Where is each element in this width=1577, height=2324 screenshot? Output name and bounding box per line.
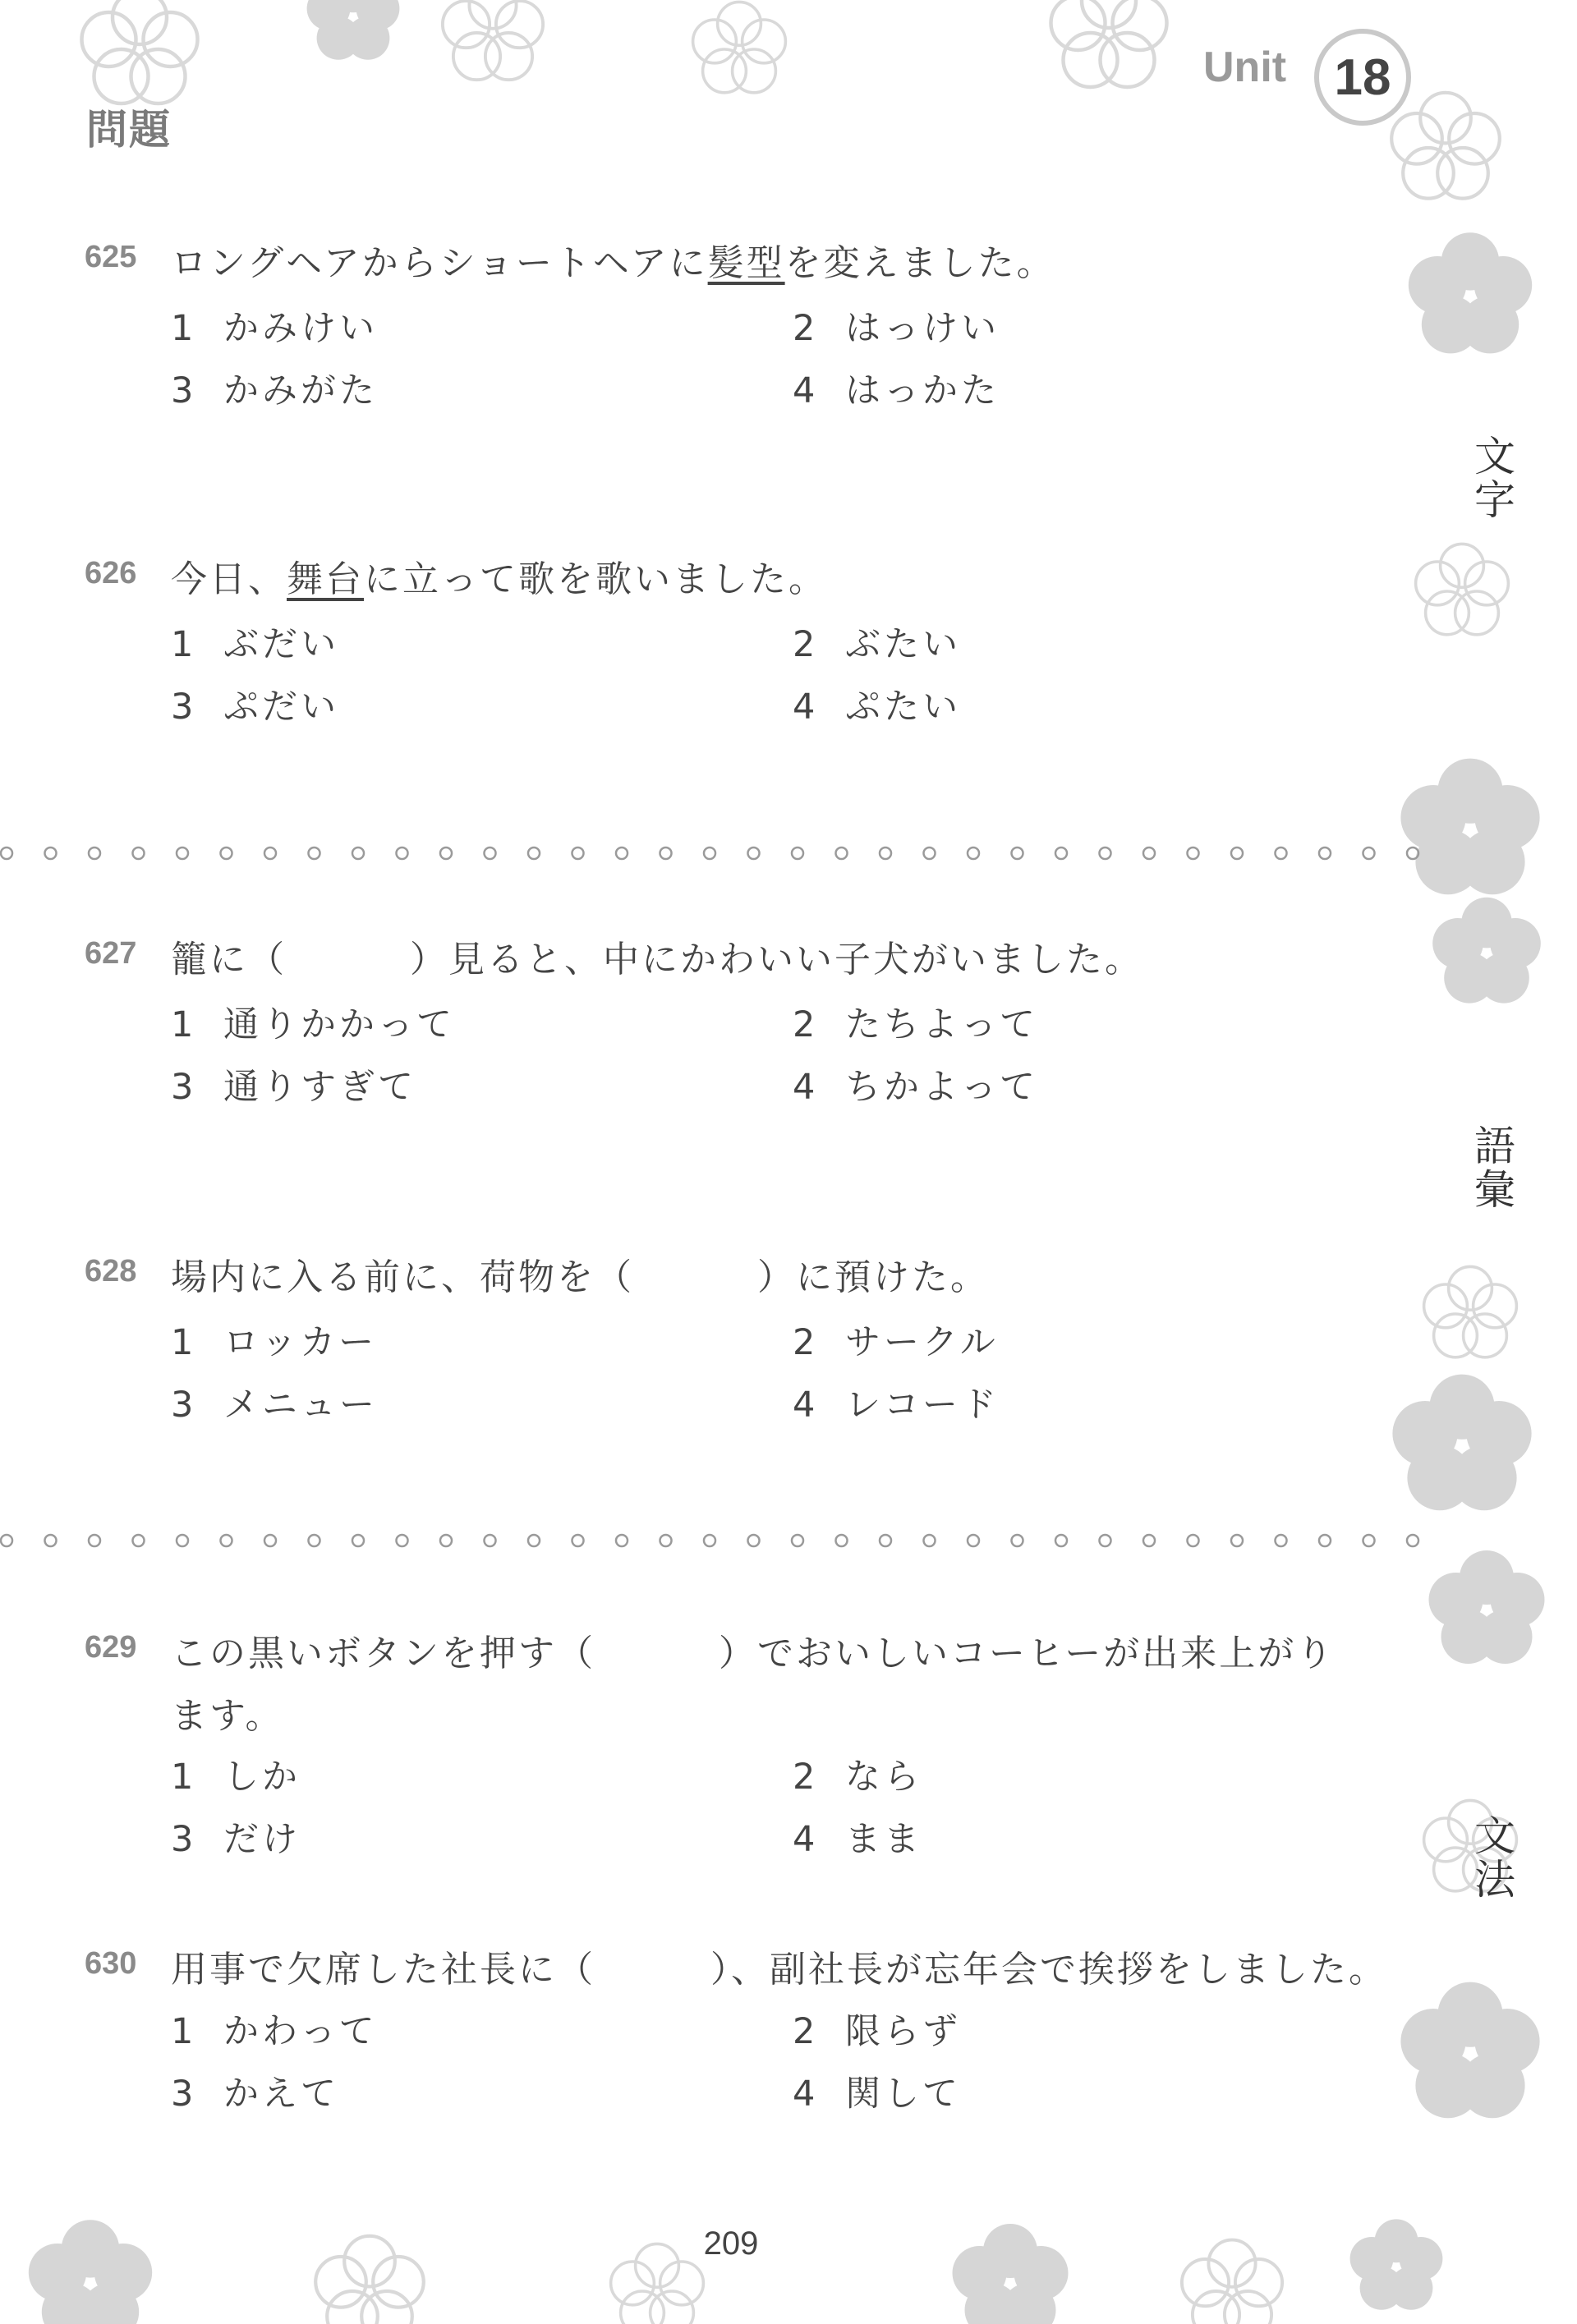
divider-dot xyxy=(1188,847,1199,859)
option-text: ぶたい xyxy=(845,624,961,665)
question-number: 628 xyxy=(85,1254,137,1288)
divider-dot xyxy=(177,847,188,859)
option-text: かみけい xyxy=(223,308,378,349)
question-number: 626 xyxy=(85,556,137,590)
option-text: ちかよって xyxy=(845,1067,1038,1108)
option-number: 4 xyxy=(793,1819,819,1860)
section-divider xyxy=(0,1532,1437,1550)
question-number: 630 xyxy=(85,1946,137,1981)
side-tab-char: 字 xyxy=(1474,475,1515,524)
question-stem xyxy=(171,1624,1335,1676)
option[interactable] xyxy=(793,301,1000,351)
underlined-word: 髪型 xyxy=(707,242,785,284)
stem-text: 籠に（ xyxy=(171,939,287,981)
divider-dot xyxy=(352,1535,364,1546)
option-number: 4 xyxy=(793,2074,819,2115)
divider-dot xyxy=(748,847,760,859)
option-text: ぷだい xyxy=(223,687,339,728)
divider-dot xyxy=(792,847,803,859)
question-number: 625 xyxy=(85,240,137,274)
divider-dot xyxy=(1363,847,1375,859)
divider-dot xyxy=(572,1535,584,1546)
option[interactable] xyxy=(793,1315,999,1365)
divider-dot xyxy=(880,1535,891,1546)
divider-dot xyxy=(616,847,628,859)
option[interactable] xyxy=(793,997,1038,1047)
option-number: 3 xyxy=(171,687,197,728)
option[interactable] xyxy=(171,2066,339,2116)
option[interactable] xyxy=(793,679,961,729)
option[interactable] xyxy=(793,1377,1000,1427)
option-number: 3 xyxy=(171,1819,197,1860)
divider-dot xyxy=(1231,1535,1243,1546)
divider-dot xyxy=(924,847,936,859)
question-stem xyxy=(171,1247,989,1300)
divider-dot xyxy=(440,847,452,859)
option[interactable] xyxy=(793,1059,1038,1109)
option[interactable] xyxy=(171,301,378,351)
divider-dot xyxy=(221,1535,232,1546)
side-tab-char: 文 xyxy=(1474,433,1515,480)
divider-dot xyxy=(177,1535,188,1546)
divider-dot xyxy=(1100,847,1111,859)
option-number: 2 xyxy=(793,624,819,665)
option-number: 2 xyxy=(793,308,819,349)
page-title: 問題 xyxy=(86,106,172,154)
divider-dot xyxy=(352,847,364,859)
option[interactable] xyxy=(793,1812,922,1862)
option[interactable] xyxy=(793,617,961,667)
page-number: 209 xyxy=(703,2225,759,2262)
option-text: サークル xyxy=(845,1322,999,1363)
option-text: たちよって xyxy=(845,1004,1038,1045)
side-tab-char: 法 xyxy=(1474,1855,1515,1904)
divider-dot xyxy=(836,847,848,859)
option[interactable] xyxy=(793,2004,961,2054)
divider-dot xyxy=(1143,847,1155,859)
option-text: かえて xyxy=(223,2074,339,2115)
divider-dot xyxy=(528,847,540,859)
divider-dot xyxy=(968,847,979,859)
option-text: 関して xyxy=(845,2074,961,2115)
option-number: 2 xyxy=(793,1004,819,1045)
unit-badge xyxy=(1314,29,1411,126)
divider-dot xyxy=(1276,847,1287,859)
stem-text: この黒いボタンを押す（ xyxy=(171,1633,595,1674)
option[interactable] xyxy=(171,1377,378,1427)
option-number: 4 xyxy=(793,1385,819,1426)
option-number: 1 xyxy=(171,1757,197,1798)
option[interactable] xyxy=(171,1315,377,1365)
option-number: 4 xyxy=(793,1067,819,1108)
section-divider xyxy=(0,844,1437,862)
option-number: 3 xyxy=(171,2074,197,2115)
option[interactable] xyxy=(793,2066,961,2116)
divider-dot xyxy=(264,1535,276,1546)
option-text: しか xyxy=(223,1757,301,1798)
divider-dot xyxy=(1319,1535,1331,1546)
side-tab-char: 文 xyxy=(1474,1812,1515,1860)
stem-text: を変えました。 xyxy=(784,242,1055,284)
divider-dot xyxy=(221,847,232,859)
option-text: 通りかかって xyxy=(223,1004,455,1045)
option[interactable] xyxy=(171,617,339,667)
option-text: まま xyxy=(845,1819,922,1860)
option[interactable] xyxy=(171,1749,301,1799)
option-text: 限らず xyxy=(845,2011,961,2052)
side-tab-char: 彙 xyxy=(1474,1165,1515,1214)
option[interactable] xyxy=(793,363,1000,413)
divider-dot xyxy=(309,1535,320,1546)
divider-dot xyxy=(1363,1535,1375,1546)
question-stem xyxy=(171,549,827,602)
divider-dot xyxy=(572,847,584,859)
divider-dot xyxy=(1319,847,1331,859)
option-text: ぷたい xyxy=(845,687,961,728)
divider-dot xyxy=(968,1535,979,1546)
option-text: ぶだい xyxy=(223,624,339,665)
option-number: 4 xyxy=(793,370,819,411)
stem-text: 場内に入る前に、荷物を（ xyxy=(171,1256,634,1298)
option-number: 1 xyxy=(171,1322,197,1363)
side-tab-moji xyxy=(1470,433,1520,524)
option-text: メニュー xyxy=(223,1385,378,1426)
divider-dot xyxy=(1231,847,1243,859)
option[interactable] xyxy=(793,1749,922,1799)
option-text: かわって xyxy=(223,2011,378,2052)
divider-dot xyxy=(660,1535,672,1546)
option-text: 通りすぎて xyxy=(223,1067,416,1108)
option[interactable] xyxy=(171,363,378,413)
option-text: はっかた xyxy=(845,370,1000,411)
unit-label: Unit xyxy=(1203,44,1287,91)
divider-dot xyxy=(397,1535,408,1546)
divider-dot xyxy=(89,1535,100,1546)
divider-dot xyxy=(1,1535,12,1546)
stem-text: 用事で欠席した社長に（ xyxy=(171,1949,595,1991)
divider-dot xyxy=(1055,1535,1067,1546)
divider-dot xyxy=(616,1535,628,1546)
unit-number: 18 xyxy=(1334,48,1391,106)
option-text: ロッカー xyxy=(223,1322,378,1363)
stem-text: ）見ると、中にかわいい子犬がいました。 xyxy=(410,939,1143,981)
divider-dot xyxy=(924,1535,936,1546)
divider-dot xyxy=(45,847,57,859)
divider-dot xyxy=(485,847,496,859)
stem-text: ）でおいしいコーヒーが出来上がり xyxy=(719,1633,1336,1674)
divider-dot xyxy=(133,847,145,859)
divider-dot xyxy=(1407,847,1418,859)
divider-dot xyxy=(133,1535,145,1546)
side-tab-bunpou xyxy=(1470,1812,1520,1904)
divider-dot xyxy=(397,847,408,859)
option[interactable] xyxy=(171,1812,301,1862)
divider-dot xyxy=(1012,847,1023,859)
divider-dot xyxy=(1143,1535,1155,1546)
stem-text: ）、副社長が忘年会で挨拶をしました。 xyxy=(710,1949,1387,1991)
divider-dot xyxy=(748,1535,760,1546)
divider-dot xyxy=(1188,1535,1199,1546)
option-number: 1 xyxy=(171,2011,197,2052)
stem-text: ロングヘアからショートヘアに xyxy=(171,242,708,284)
question-stem xyxy=(171,1940,1387,1992)
question-stem-continued: ます。 xyxy=(171,1695,284,1737)
stem-text: 今日、 xyxy=(171,558,287,600)
stem-text: に立って歌を歌いました。 xyxy=(364,558,827,600)
underlined-word: 舞台 xyxy=(287,558,364,600)
question-number: 629 xyxy=(85,1630,137,1665)
option-number: 1 xyxy=(171,624,197,665)
divider-dot xyxy=(528,1535,540,1546)
divider-dot xyxy=(1,847,12,859)
divider-dot xyxy=(704,847,715,859)
option-number: 3 xyxy=(171,1385,197,1426)
side-tab-goi xyxy=(1470,1123,1520,1214)
option-text: かみがた xyxy=(223,370,378,411)
divider-dot xyxy=(1407,1535,1418,1546)
divider-dot xyxy=(309,847,320,859)
divider-dot xyxy=(792,1535,803,1546)
option-number: 2 xyxy=(793,2011,819,2052)
divider-dot xyxy=(880,847,891,859)
divider-dot xyxy=(485,1535,496,1546)
option-text: レコード xyxy=(845,1385,1000,1426)
divider-dot xyxy=(89,847,100,859)
option[interactable] xyxy=(171,2004,378,2054)
option-text: だけ xyxy=(223,1819,301,1860)
option-number: 3 xyxy=(171,370,197,411)
stem-text: ）に預けた。 xyxy=(757,1256,989,1298)
question-stem xyxy=(171,233,1055,286)
divider-dot xyxy=(1100,1535,1111,1546)
option[interactable] xyxy=(171,997,455,1047)
divider-dot xyxy=(1055,847,1067,859)
option[interactable] xyxy=(171,1059,416,1109)
divider-dot xyxy=(1012,1535,1023,1546)
divider-dot xyxy=(45,1535,57,1546)
divider-dot xyxy=(440,1535,452,1546)
option-number: 1 xyxy=(171,308,197,349)
divider-dot xyxy=(264,847,276,859)
option[interactable] xyxy=(171,679,339,729)
divider-dot xyxy=(1276,1535,1287,1546)
option-number: 1 xyxy=(171,1004,197,1045)
question-stem xyxy=(171,930,1143,982)
question-number: 627 xyxy=(85,936,137,971)
option-number: 4 xyxy=(793,687,819,728)
option-number: 2 xyxy=(793,1757,819,1798)
option-number: 3 xyxy=(171,1067,197,1108)
option-text: なら xyxy=(845,1757,922,1798)
divider-dot xyxy=(704,1535,715,1546)
option-number: 2 xyxy=(793,1322,819,1363)
divider-dot xyxy=(836,1535,848,1546)
divider-dot xyxy=(660,847,672,859)
option-text: はっけい xyxy=(845,308,1000,349)
side-tab-char: 語 xyxy=(1474,1123,1515,1170)
